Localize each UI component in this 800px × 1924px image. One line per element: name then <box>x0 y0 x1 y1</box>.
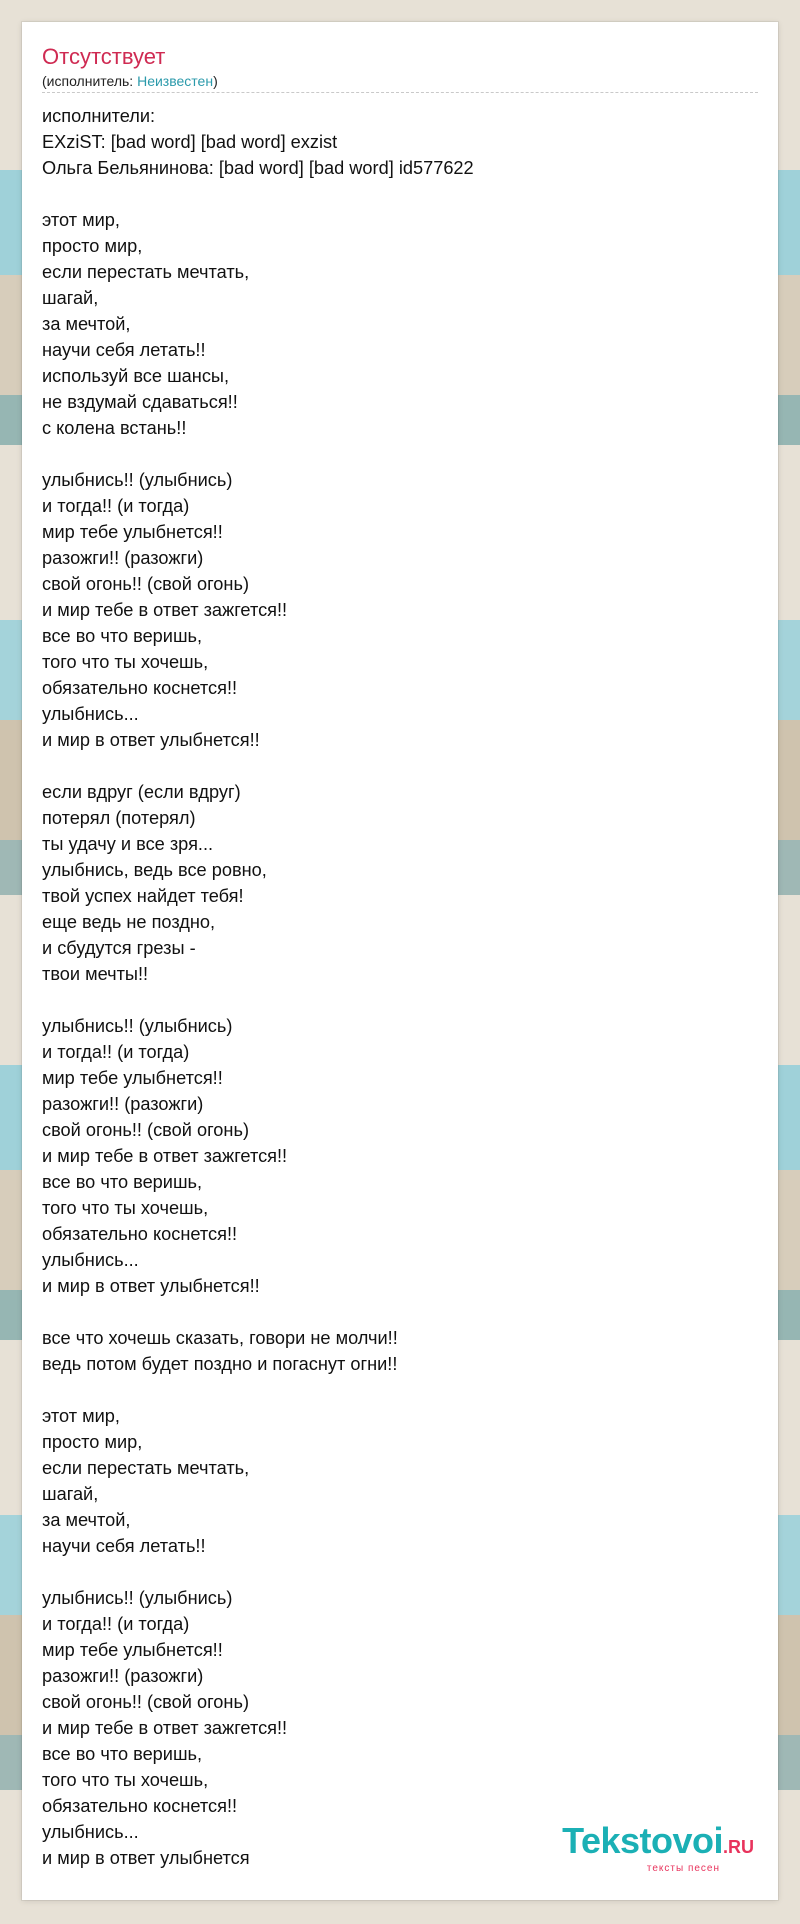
lyrics-line: все во что веришь, <box>42 1172 203 1192</box>
lyrics-line: за мечтой, <box>42 1510 131 1530</box>
lyrics-blank-line <box>42 181 758 207</box>
lyrics-line: обязательно коснется!! <box>42 1224 238 1244</box>
lyrics-line: шагай, <box>42 288 99 308</box>
lyrics-line: не вздумай сдаваться!! <box>42 392 238 412</box>
lyrics-blank-line <box>42 987 758 1013</box>
artist-prefix: (исполнитель: <box>42 73 138 89</box>
lyrics-line: с колена встань!! <box>42 418 187 438</box>
lyrics-blank-line <box>42 1299 758 1325</box>
artist-link[interactable]: Неизвестен <box>137 73 214 89</box>
logo-name: Tekstovoi <box>562 1820 723 1861</box>
lyrics-line: и мир тебе в ответ зажгется!! <box>42 1146 288 1166</box>
lyrics-line: улыбнись, ведь все ровно, <box>42 860 267 880</box>
lyrics-line: свой огонь!! (свой огонь) <box>42 1120 249 1140</box>
lyrics-blank-line <box>42 753 758 779</box>
lyrics-line: улыбнись... <box>42 704 139 724</box>
lyrics-line: исполнители: <box>42 106 156 126</box>
lyrics-line: просто мир, <box>42 236 143 256</box>
lyrics-line: свой огонь!! (свой огонь) <box>42 1692 249 1712</box>
lyrics-line: этот мир, <box>42 210 120 230</box>
lyrics-line: и сбудутся грезы - <box>42 938 196 958</box>
lyrics-line: разожги!! (разожги) <box>42 1666 204 1686</box>
lyrics-line: обязательно коснется!! <box>42 678 238 698</box>
lyrics-line: и мир тебе в ответ зажгется!! <box>42 1718 288 1738</box>
lyrics-line: разожги!! (разожги) <box>42 548 204 568</box>
lyrics-line: и мир тебе в ответ зажгется!! <box>42 600 288 620</box>
lyrics-line: ты удачу и все зря... <box>42 834 214 854</box>
logo-wordmark <box>562 1820 754 1865</box>
lyrics-line: научи себя летать!! <box>42 340 206 360</box>
lyrics-line: за мечтой, <box>42 314 131 334</box>
artist-line <box>42 73 218 89</box>
lyrics-line: того что ты хочешь, <box>42 1770 209 1790</box>
lyrics-line: ведь потом будет поздно и погаснут огни!! <box>42 1354 398 1374</box>
lyrics-line: если вдруг (если вдруг) <box>42 782 241 802</box>
lyrics-blank-line <box>42 1377 758 1403</box>
lyrics-line: и мир в ответ улыбнется!! <box>42 730 260 750</box>
lyrics-line: используй все шансы, <box>42 366 230 386</box>
lyrics-line: разожги!! (разожги) <box>42 1094 204 1114</box>
lyrics-card <box>22 22 778 1900</box>
site-logo[interactable] <box>562 1820 754 1874</box>
lyrics-line: все что хочешь сказать, говори не молчи!! <box>42 1328 398 1348</box>
lyrics-line: твои мечты!! <box>42 964 149 984</box>
lyrics-line: если перестать мечтать, <box>42 1458 250 1478</box>
lyrics-line: EXziST: [bad word] [bad word] exzist <box>42 132 338 152</box>
lyrics-line: и мир в ответ улыбнется <box>42 1848 250 1868</box>
lyrics-line: того что ты хочешь, <box>42 652 209 672</box>
lyrics-line: твой успех найдет тебя! <box>42 886 244 906</box>
lyrics-line: улыбнись!! (улыбнись) <box>42 470 233 490</box>
song-title: Отсутствует <box>42 44 166 69</box>
lyrics-line: и тогда!! (и тогда) <box>42 1614 190 1634</box>
lyrics-line: мир тебе улыбнется!! <box>42 522 223 542</box>
lyrics-line: научи себя летать!! <box>42 1536 206 1556</box>
lyrics-line: все во что веришь, <box>42 626 203 646</box>
lyrics-line: и тогда!! (и тогда) <box>42 1042 190 1062</box>
lyrics-line: улыбнись... <box>42 1250 139 1270</box>
lyrics-line: обязательно коснется!! <box>42 1796 238 1816</box>
logo-tagline: тексты песен <box>646 1863 720 1874</box>
lyrics-line: и мир в ответ улыбнется!! <box>42 1276 260 1296</box>
lyrics-line: просто мир, <box>42 1432 143 1452</box>
lyrics-line: и тогда!! (и тогда) <box>42 496 190 516</box>
lyrics-blank-line <box>42 1559 758 1585</box>
lyrics-line: если перестать мечтать, <box>42 262 250 282</box>
lyrics-line: улыбнись!! (улыбнись) <box>42 1588 233 1608</box>
logo-tld: .RU <box>723 1837 754 1857</box>
lyrics-line: свой огонь!! (свой огонь) <box>42 574 249 594</box>
lyrics-line: улыбнись... <box>42 1822 139 1842</box>
lyrics-line: улыбнись!! (улыбнись) <box>42 1016 233 1036</box>
lyrics-line: все во что веришь, <box>42 1744 203 1764</box>
lyrics-text <box>42 103 758 1871</box>
lyrics-line: того что ты хочешь, <box>42 1198 209 1218</box>
lyrics-line: потерял (потерял) <box>42 808 196 828</box>
lyrics-line: этот мир, <box>42 1406 120 1426</box>
lyrics-line: шагай, <box>42 1484 99 1504</box>
lyrics-line: еще ведь не поздно, <box>42 912 216 932</box>
lyrics-line: мир тебе улыбнется!! <box>42 1640 223 1660</box>
lyrics-line: Ольга Бельянинова: [bad word] [bad word] id577622 <box>42 158 474 178</box>
lyrics-line: мир тебе улыбнется!! <box>42 1068 223 1088</box>
title-divider <box>42 92 758 93</box>
artist-suffix: ) <box>213 73 218 89</box>
lyrics-blank-line <box>42 441 758 467</box>
